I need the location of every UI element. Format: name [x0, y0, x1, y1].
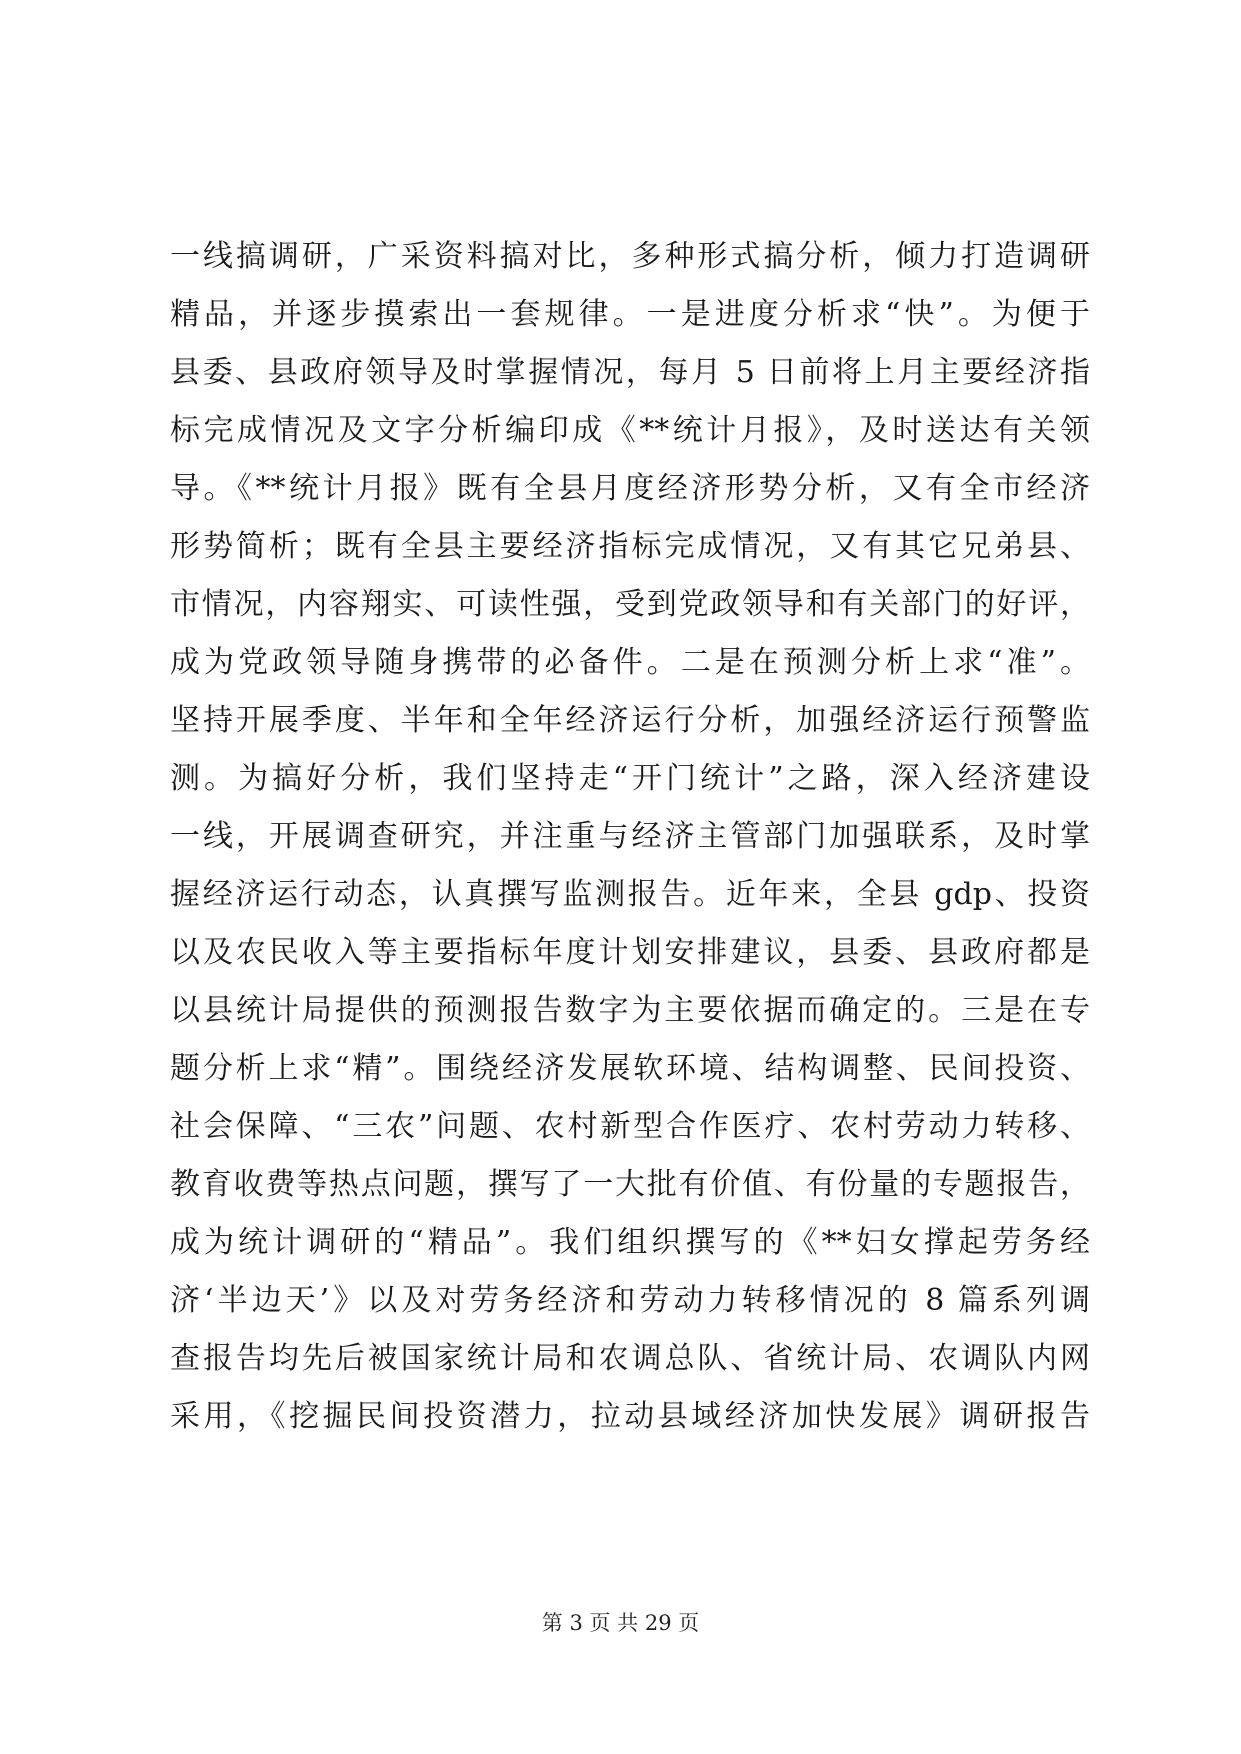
text-line: 采用，《挖掘民间投资潜力，拉动县域经济加快发展》调研报告: [170, 1399, 1090, 1434]
text-line: 题分析上求“精”。围绕经济发展软环境、结构调整、民间投资、: [170, 1051, 1090, 1086]
text-line: 县委、县政府领导及时掌握情况，每月 5 日前将上月主要经济指: [170, 355, 1090, 390]
text-line: 测。为搞好分析，我们坚持走“开门统计”之路，深入经济建设: [170, 761, 1090, 796]
text-line: 成为党政领导随身携带的必备件。二是在预测分析上求“准”。: [170, 645, 1090, 680]
text-line: 以及农民收入等主要指标年度计划安排建议，县委、县政府都是: [170, 935, 1090, 970]
text-line: 标完成情况及文字分析编印成《**统计月报》，及时送达有关领: [170, 413, 1090, 448]
text-line: 导。《**统计月报》既有全县月度经济形势分析，又有全市经济: [170, 471, 1090, 506]
text-line: 一线，开展调查研究，并注重与经济主管部门加强联系，及时掌: [170, 819, 1090, 854]
text-line: 教育收费等热点问题，撰写了一大批有价值、有份量的专题报告，: [170, 1167, 1090, 1202]
text-line: 查报告均先后被国家统计局和农调总队、省统计局、农调队内网: [170, 1341, 1090, 1376]
text-line: 形势简析；既有全县主要经济指标完成情况，又有其它兄弟县、: [170, 529, 1090, 564]
text-line: 握经济运行动态，认真撰写监测报告。近年来，全县 gdp、投资: [170, 877, 1090, 912]
text-line: 成为统计调研的“精品”。我们组织撰写的《**妇女撑起劳务经: [170, 1225, 1090, 1260]
text-line: 市情况，内容翔实、可读性强，受到党政领导和有关部门的好评，: [170, 587, 1090, 622]
text-line: 坚持开展季度、半年和全年经济运行分析，加强经济运行预警监: [170, 703, 1090, 738]
body-text: [170, 228, 1090, 1446]
text-line: 以县统计局提供的预测报告数字为主要依据而确定的。三是在专: [170, 993, 1090, 1028]
text-line: 社会保障、“三农”问题、农村新型合作医疗、农村劳动力转移、: [170, 1109, 1090, 1144]
text-line: 一线搞调研，广采资料搞对比，多种形式搞分析，倾力打造调研: [170, 239, 1090, 274]
page-number-footer: 第 3 页 共 29 页: [541, 1611, 700, 1635]
text-line: 精品，并逐步摸索出一套规律。一是进度分析求“快”。为便于: [170, 297, 1090, 332]
text-line: 济‘半边天’》以及对劳务经济和劳动力转移情况的 8 篇系列调: [170, 1283, 1090, 1318]
